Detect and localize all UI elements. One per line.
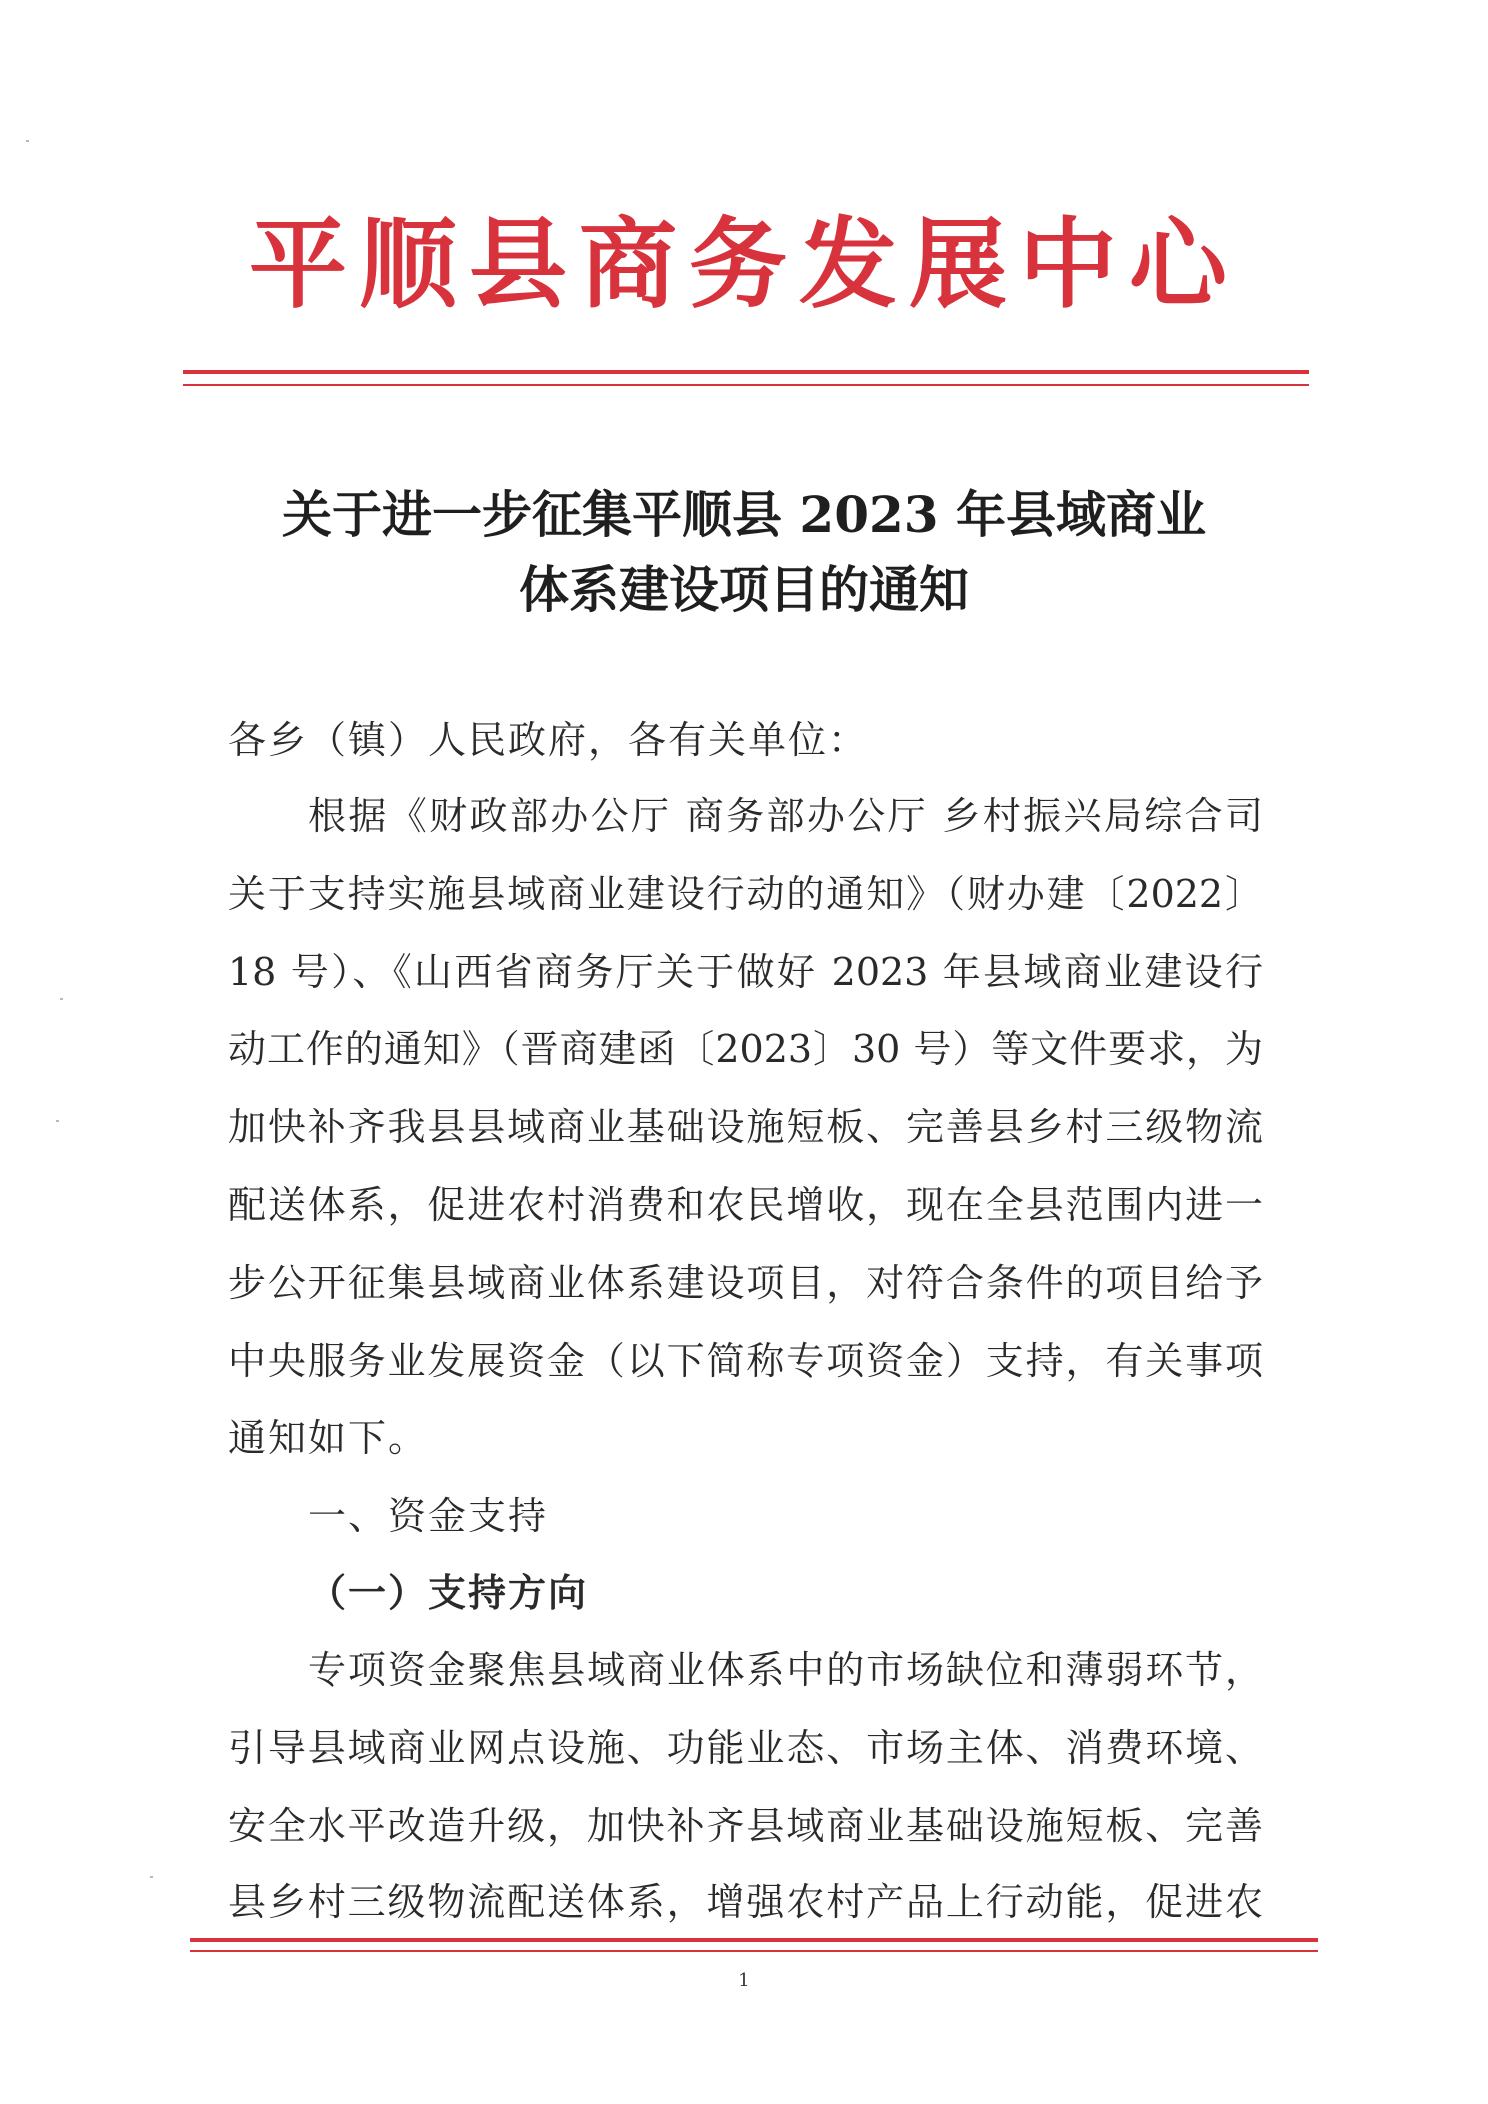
scan-speck — [56, 1120, 59, 1122]
section-line-3: 安全水平改造升级，加快补齐县域商业基础设施短板、完善 — [228, 1804, 1263, 1848]
body-line-3: 18 号）、《山西省商务厅关于做好 2023 年县域商业建设行 — [228, 950, 1263, 994]
body-line-7: 步公开征集县域商业体系建设项目，对符合条件的项目给予 — [228, 1261, 1263, 1305]
document-title-line-2: 体系建设项目的通知 — [519, 560, 969, 619]
body-line-9: 通知如下。 — [228, 1416, 429, 1460]
section-heading-1: 一、资金支持 — [308, 1494, 549, 1538]
page-number: 1 — [738, 1970, 750, 1991]
footer-rule-lower — [190, 1950, 1318, 1952]
letterhead-rule-lower — [183, 384, 1309, 386]
section-line-1: 专项资金聚焦县域商业体系中的市场缺位和薄弱环节， — [308, 1648, 1263, 1692]
body-line-1: 根据《财政部办公厅 商务部办公厅 乡村振兴局综合司 — [308, 794, 1263, 838]
section-line-4: 县乡村三级物流配送体系，增强农村产品上行动能，促进农 — [228, 1880, 1263, 1924]
subsection-heading-1: （一）支持方向 — [308, 1570, 589, 1615]
letterhead-rule-upper — [183, 370, 1309, 374]
body-line-5: 加快补齐我县县域商业基础设施短板、完善县乡村三级物流 — [228, 1105, 1263, 1149]
body-line-4: 动工作的通知》（晋商建函〔2023〕30 号）等文件要求，为 — [228, 1027, 1263, 1071]
body-line-2: 关于支持实施县域商业建设行动的通知》（财办建〔2022〕 — [228, 872, 1263, 916]
scan-speck — [60, 998, 63, 1000]
body-line-8: 中央服务业发展资金（以下简称专项资金）支持，有关事项 — [228, 1339, 1263, 1383]
footer-rule-upper — [190, 1938, 1318, 1942]
section-line-2: 引导县域商业网点设施、功能业态、市场主体、消费环境、 — [228, 1726, 1263, 1770]
salutation: 各乡（镇）人民政府，各有关单位： — [228, 718, 869, 762]
document-title-line-1: 关于进一步征集平顺县 2023 年县域商业 — [282, 485, 1206, 544]
letterhead-org-name: 平顺县商务发展中心 — [248, 207, 1239, 322]
scan-speck — [26, 140, 29, 142]
body-line-6: 配送体系，促进农村消费和农民增收，现在全县范围内进一 — [228, 1183, 1263, 1227]
scan-speck — [150, 1876, 153, 1878]
